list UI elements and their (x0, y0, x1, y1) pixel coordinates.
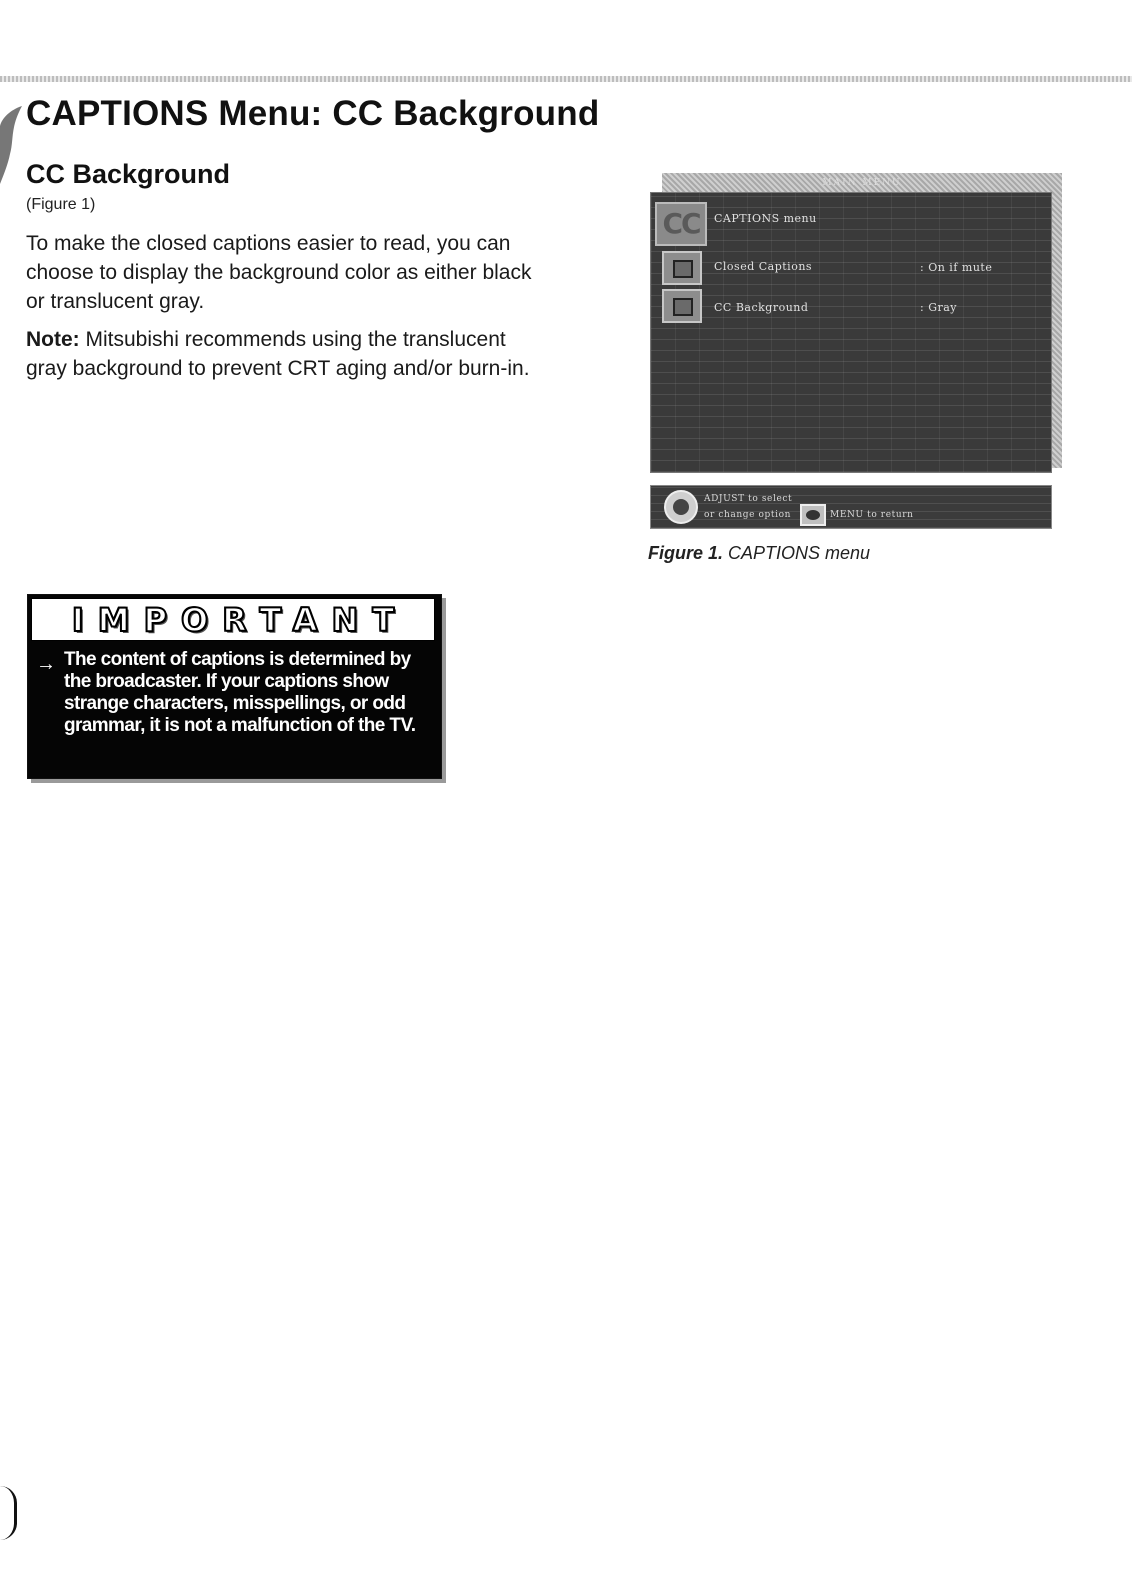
figure-caption (648, 543, 870, 564)
note-label: Note: (26, 328, 80, 351)
cc-icon: CC (655, 202, 707, 246)
tv-menu-title: CAPTIONS menu (714, 212, 817, 225)
figure-reference: (Figure 1) (26, 196, 96, 213)
tv-row-label-closed-captions: Closed Captions (714, 260, 813, 273)
tv-menu-header: MAIN MENU (822, 178, 902, 188)
page-number-edge (0, 1486, 17, 1540)
tv-row-value-cc-background: : Gray (920, 301, 958, 314)
corner-swoosh-icon (0, 104, 22, 192)
important-text: The content of captions is determined by the broadcaster. If your captions show strange characters, misspellings, or odd grammar, it is not a malfunction of the TV. (64, 649, 416, 736)
tv-row-value-closed-captions: : On if mute (920, 261, 993, 274)
important-box (27, 594, 442, 779)
tv-row-label-cc-background: CC Background (714, 301, 809, 314)
footer-line-1: ADJUST to select (704, 494, 793, 504)
arrow-right-icon: → (36, 653, 56, 675)
figure-caption-text: CAPTIONS menu (728, 543, 871, 563)
cc-background-icon (662, 289, 702, 323)
body-paragraph: To make the closed captions easier to read, you can choose to display the background color as either black or translucent gray. (26, 232, 532, 313)
figure-caption-label: Figure 1. (648, 543, 724, 563)
page-title: CAPTIONS Menu: CC Background (26, 94, 600, 133)
tv-menu-footer (650, 485, 1052, 529)
note-paragraph (26, 325, 536, 383)
note-text: Mitsubishi recommends using the translucent gray background to prevent CRT aging and/or burn-in. (26, 328, 530, 380)
adjust-pad-icon (664, 490, 698, 524)
menu-button-icon (800, 504, 826, 526)
top-rule (0, 76, 1132, 82)
section-title: CC Background (26, 159, 231, 189)
important-header (31, 598, 435, 641)
closed-captions-icon (662, 251, 702, 285)
important-title: IMPORTANT (71, 600, 409, 639)
tv-menu-screen (650, 192, 1052, 473)
footer-line-2: or change option (704, 510, 792, 520)
footer-menu-text: MENU to return (830, 510, 914, 520)
